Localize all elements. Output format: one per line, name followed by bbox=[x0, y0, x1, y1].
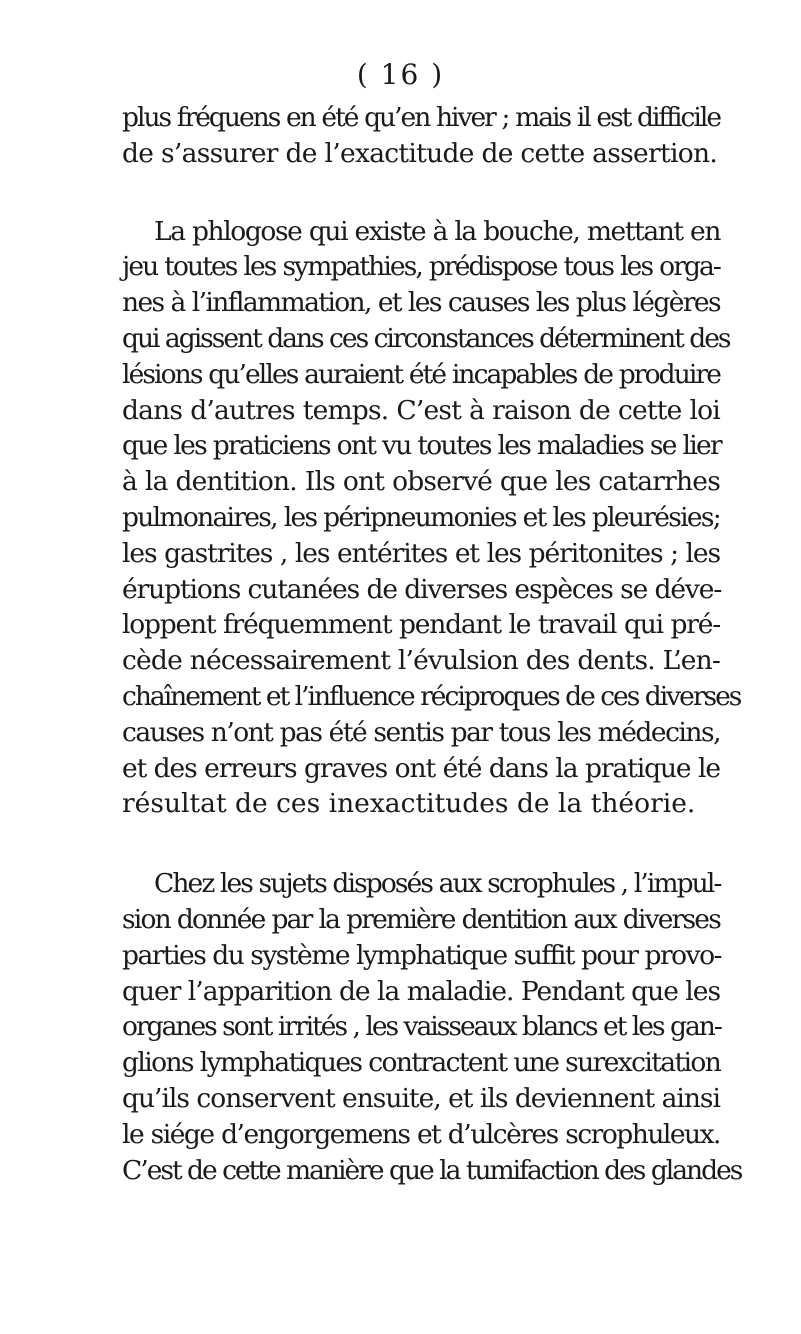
text-line: de s’assurer de l’exactitude de cette assertion. bbox=[122, 137, 718, 169]
text-line: jeu toutes les sympathies, prédispose tous les orga- bbox=[122, 251, 720, 283]
paragraph-gap bbox=[122, 822, 720, 866]
paragraph-gap bbox=[122, 172, 720, 214]
text-line: et des erreurs graves ont été dans la pratique le bbox=[122, 752, 720, 784]
text-line: plus fréquens en été qu’en hiver ; mais il est difficile bbox=[122, 102, 720, 133]
text-line: cède nécessairement l’évulsion des dents. L’en- bbox=[122, 645, 720, 677]
text-line: La phlogose qui existe à la bouche, mettant en bbox=[154, 215, 720, 247]
page-body bbox=[122, 100, 742, 1188]
text-line: chaînement et l’influence réciproques de ces diverses bbox=[122, 680, 741, 712]
text-line: nes à l’inflammation, et les causes les plus légères bbox=[122, 287, 720, 319]
text-line: C’est de cette manière que la tumifaction des glandes bbox=[122, 1154, 742, 1186]
text-line: quer l’apparition de la maladie. Pendant que les bbox=[122, 975, 721, 1007]
text-line: les gastrites , les entérites et les péritonites ; les bbox=[122, 537, 720, 569]
text-line: glions lymphatiques contractent une surexcitation bbox=[122, 1047, 721, 1079]
text-line: dans d’autres temps. C’est à raison de cette loi bbox=[122, 394, 720, 426]
text-line: sion donnée par la première dentition aux diverses bbox=[122, 903, 720, 935]
paragraph-3 bbox=[122, 866, 742, 1188]
text-line: résultat de ces inexactitudes de la théorie. bbox=[122, 788, 696, 820]
text-line: qu’ils conservent ensuite, et ils deviennent ainsi bbox=[122, 1082, 720, 1114]
text-line: Chez les sujets disposés aux scrophules , l’impul- bbox=[154, 868, 721, 900]
text-line: causes n’ont pas été sentis par tous les médecins, bbox=[122, 716, 720, 748]
text-line: lésions qu’elles auraient été incapables de produire bbox=[122, 358, 720, 390]
text-line: parties du système lymphatique suffit pour provo- bbox=[122, 939, 721, 971]
paragraph-2 bbox=[122, 214, 741, 823]
text-line: le siége d’engorgemens et d’ulcères scrophuleux. bbox=[122, 1118, 720, 1150]
paragraph-1 bbox=[122, 100, 720, 172]
text-line: pulmonaires, les péripneumonies et les pleurésies; bbox=[122, 501, 720, 533]
page-number: ( 16 ) bbox=[356, 58, 445, 91]
text-line: qui agissent dans ces circonstances déterminent des bbox=[122, 322, 730, 354]
text-line: à la dentition. Ils ont observé que les catarrhes bbox=[122, 466, 720, 498]
text-line: organes sont irrités , les vaisseaux blancs et les gan- bbox=[122, 1011, 721, 1043]
text-line: loppent fréquemment pendant le travail qui pré- bbox=[122, 609, 720, 641]
text-line: que les praticiens ont vu toutes les maladies se lier bbox=[122, 430, 721, 462]
text-line: éruptions cutanées de diverses espèces se déve- bbox=[122, 573, 722, 605]
